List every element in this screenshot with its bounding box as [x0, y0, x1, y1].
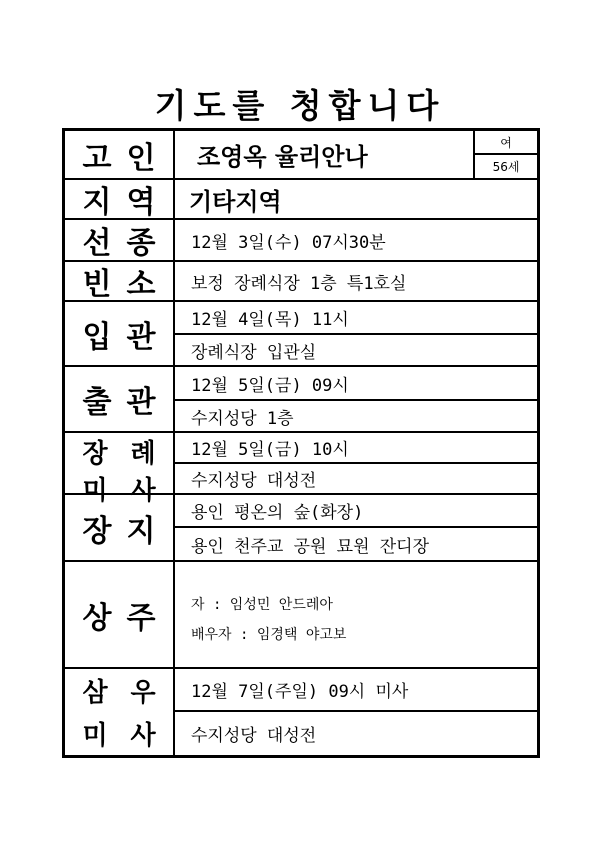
chief-mourner-son: 자 : 임성민 안드레아	[191, 597, 333, 613]
death-label-char-1: 선	[82, 226, 112, 261]
funeral-mass-time: 12월 5일(금) 10시	[175, 433, 537, 464]
memorial-mass-label-char-1: 삼	[82, 678, 108, 708]
funeral-mass-label-char-4: 사	[130, 476, 156, 506]
memorial-mass-place: 수지성당 대성전	[191, 726, 317, 746]
memorial-mass-label-char-4: 사	[130, 721, 156, 751]
death-datetime: 12월 3일(수) 07시30분	[175, 220, 537, 262]
chief-mourner-spouse: 배우자 : 임경택 야고보	[191, 627, 347, 643]
funeral-home-label-char-1: 빈	[82, 267, 112, 302]
burial-line-2: 용인 천주교 공원 묘원 잔디장	[175, 528, 537, 562]
page-title: 기도를 청합니다	[154, 86, 446, 125]
funeral-mass-place: 수지성당 대성전	[175, 464, 537, 495]
memorial-mass-label-char-3: 미	[82, 721, 108, 751]
deceased-label	[65, 131, 175, 180]
chief-mourners-label	[65, 562, 175, 669]
encoffining-label-char-1: 입	[82, 319, 112, 355]
memorial-mass-label	[65, 669, 175, 755]
encoffining-label	[65, 302, 175, 367]
deceased-gender: 여	[475, 131, 537, 155]
region-label-char-2: 역	[126, 185, 156, 220]
death-label-char-2: 종	[126, 226, 156, 261]
region-value: 기타지역	[175, 180, 537, 220]
departure-label-char-1: 출	[82, 385, 112, 420]
departure-label	[65, 367, 175, 433]
funeral-mass-label-char-2: 례	[130, 439, 156, 469]
deceased-label-char-2: 인	[126, 140, 156, 176]
deceased-name: 조영옥 율리안나	[175, 131, 475, 180]
departure-place: 수지성당 1층	[175, 401, 537, 433]
funeral-mass-label-char-1: 장	[82, 439, 108, 469]
funeral-home-label	[65, 262, 175, 302]
obituary-table	[62, 128, 540, 758]
burial-label	[65, 495, 175, 562]
encoffining-label-char-2: 관	[126, 319, 156, 355]
burial-line-1: 용인 평온의 숲(화장)	[175, 495, 537, 528]
deceased-label-char-1: 고	[82, 140, 112, 176]
memorial-mass-time: 12월 7일(주일) 09시 미사	[175, 669, 537, 712]
funeral-mass-label-char-3: 미	[82, 476, 108, 506]
funeral-home-value: 보정 장례식장 1층 특1호실	[175, 262, 537, 302]
departure-time: 12월 5일(금) 09시	[175, 367, 537, 401]
death-label	[65, 220, 175, 262]
chief-mourners-label-char-2: 주	[126, 600, 156, 636]
region-label	[65, 180, 175, 220]
burial-label-char-1: 장	[82, 513, 112, 549]
deceased-age: 56세	[475, 155, 537, 180]
chief-mourners-label-char-1: 상	[82, 600, 112, 636]
encoffining-place: 장례식장 입관실	[175, 335, 537, 367]
region-label-char-1: 지	[82, 185, 112, 220]
burial-label-char-2: 지	[126, 513, 156, 549]
departure-label-char-2: 관	[126, 385, 156, 420]
memorial-mass-label-char-2: 우	[130, 678, 156, 708]
encoffining-time: 12월 4일(목) 11시	[175, 302, 537, 335]
chief-mourners-list	[175, 562, 537, 669]
funeral-home-label-char-2: 소	[126, 267, 156, 302]
funeral-mass-label	[65, 433, 175, 506]
